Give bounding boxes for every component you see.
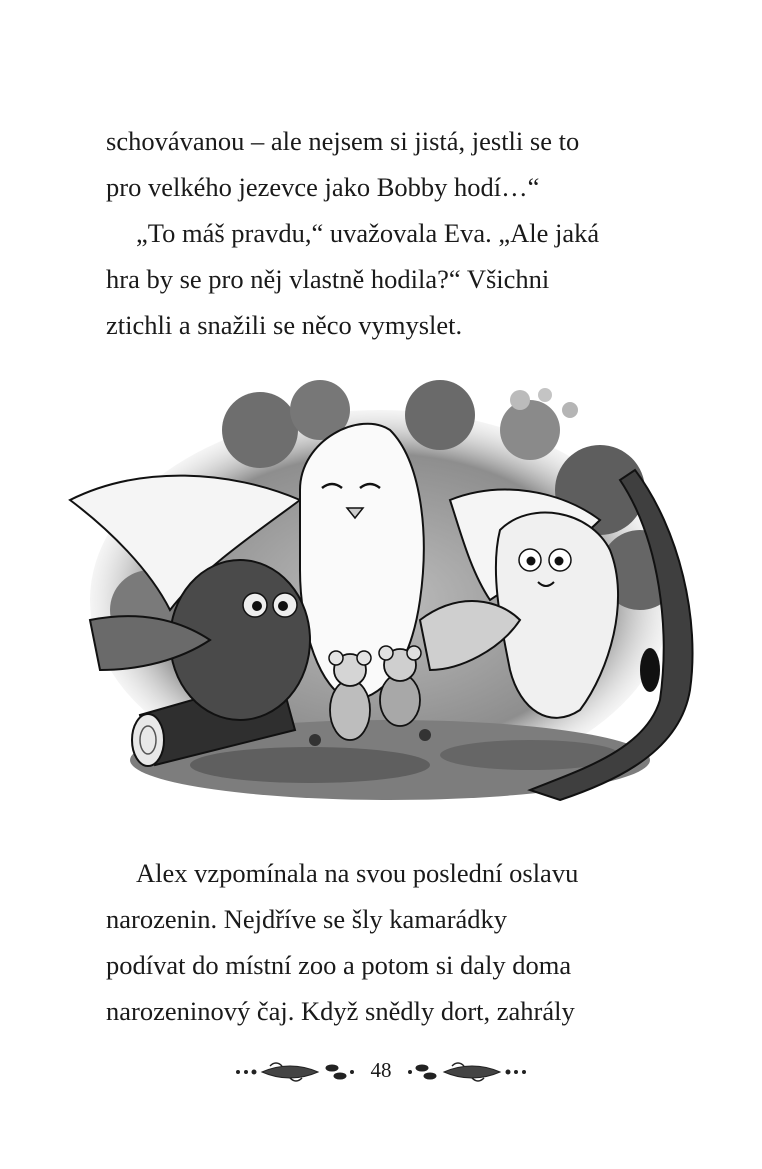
text-line: ztichli a snažili se něco vymyslet. xyxy=(106,310,463,340)
text-line: podívat do místní zoo a potom si daly doma xyxy=(106,950,572,980)
text-line: „To máš pravdu,“ uvažovala Eva. „Ale jaká xyxy=(136,218,600,248)
text-line: narozeninový čaj. Když snědly dort, zahrály xyxy=(106,996,575,1026)
text-line: narozenin. Nejdříve se šly kamarádky xyxy=(106,904,508,934)
page-number: 48 xyxy=(370,1058,392,1082)
owls-and-mice-illustration xyxy=(60,370,700,820)
top-paragraph xyxy=(106,118,666,348)
text-line: Alex vzpomínala na svou poslední oslavu xyxy=(136,858,579,888)
text-line: hra by se pro něj vlastně hodila?“ Všichni xyxy=(106,264,550,294)
text-line: pro velkého jezevce jako Bobby hodí…“ xyxy=(106,172,540,202)
text-line: schovávanou – ale nejsem si jistá, jestli se to xyxy=(106,126,580,156)
bottom-paragraph xyxy=(106,850,666,1034)
